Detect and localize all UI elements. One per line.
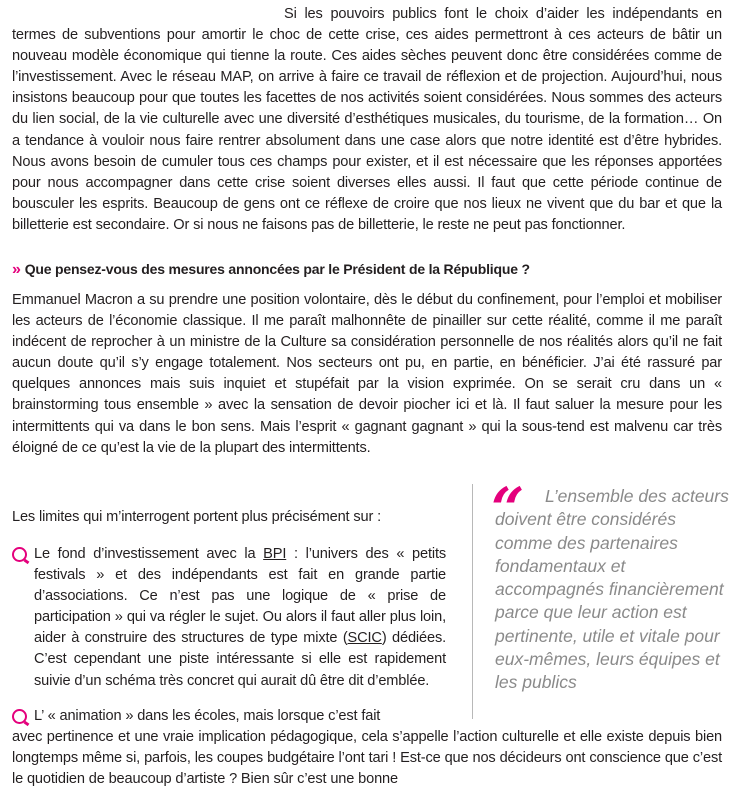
scic-abbreviation: SCIC xyxy=(347,630,382,647)
question-text: Que pensez-vous des mesures annoncées par le Président de la République ? xyxy=(24,261,530,277)
paragraph-macron: Emmanuel Macron a su prendre une position volontaire, dès le début du confinement, pour l’emploi et mobiliser les acteurs de l’économie classique. Il me paraît malhonnête de pinailler sur cette réalité, comme il me paraît indécent de reprocher à un ministre de la Culture sa considération personnelle de nos réalités alors qu’il ne fait aucun doute qu’il s’y engage totalement. Nos secteurs ont pu, en partie, en bénéficier. J’ai été rassuré par quelques annonces mais suis inquiet et stupéfait par la vision exprimée. On se serait cru dans un « brainstorming tous ensemble » avec la sensation de devoir piocher ici et là. Il faut saluer la mesure pour les intermittents qui va dans le bon sens. Mais l’esprit « gagnant gagnant » qui la sous-tend est malvenu car très éloigné de ce qu’est la vie de la plupart des intermittents. xyxy=(12,292,722,456)
bullet-item-bpi xyxy=(12,544,452,692)
bullet-text-part: : l’univers des « petits festivals » et des indépendants est fait en grande partie d’associations. Ce n’est pas une logique de « prise de participation » qui va régler le sujet. Ou alors il faut aller plus loin, aider à construire des structures de type mixte ( xyxy=(34,546,446,647)
interview-question xyxy=(12,259,722,280)
bullet-marker-icon xyxy=(12,709,27,724)
paragraph-subsidies: Si les pouvoirs publics font le choix d’aider les indépendants en termes de subventions pour amortir le choc de cette crise, ces aides permettront à ces acteurs de bâtir un nouveau modèle économique qui tienne la route. Ces aides sèches peuvent donc être considérées comme de l’investissement. Avec le réseau MAP, on arrive à faire ce travail de réflexion et de projection. Aujourd’hui, nous insistons beaucoup pour que toutes les facettes de nos activités soient considérées. Nous sommes des acteurs du lien social, de la vie culturelle avec une diversité d’esthétiques musicales, du tourisme, de la formation… On a tendance à vouloir nous faire rentrer absolument dans une case alors que notre identité est d’être hybrides. Nous avons besoin de cumuler tous ces champs pour exister, et il est nécessaire que les réponses apportées pour nous accompagner dans cette crise soient diverses elles aussi. Il faut que cette période continue de bousculer les esprits. Beaucoup de gens ont ce réflexe de croire que nos lieux ne vivent que du bar et que la billetterie est secondaire. Or si nous ne faisons pas de billetterie, le reste ne peut pas fonctionner. xyxy=(12,6,722,233)
paragraph-limits-intro: Les limites qui m’interrogent portent plus précisément sur : xyxy=(12,509,381,525)
bullet-text-bpi xyxy=(34,544,446,692)
bullet-text-first-line: L’ « animation » dans les écoles, mais lorsque c’est fait xyxy=(34,708,381,724)
bullet-marker-icon xyxy=(12,547,27,562)
chevron-icon: » xyxy=(12,261,21,278)
pull-quote-text: L’ensemble des acteurs doivent être considérés comme des partenaires fondamentaux et accompagnés financièrement parce que leur action est pertinente, utile et vitale pour eux-mêmes, leurs équipes et les publics xyxy=(495,486,729,693)
bpi-abbreviation: BPI xyxy=(263,546,287,562)
quote-mark-icon: “ xyxy=(491,475,525,543)
pull-quote xyxy=(472,475,735,719)
bullet-text-rest: avec pertinence et une vraie implication pédagogique, cela s’appelle l’action culturelle et elle existe depuis bien longtemps même si, parfois, les coupes budgétaire l’ont tari ! Est-ce que nos décideurs ont conscience que c’est le quotidien de beaucoup d’artiste ? Bien sûr c’est une bonne xyxy=(12,729,722,788)
bullet-text-part: Le fond d’investissement avec la xyxy=(34,546,264,562)
bullet-text-part: ) dédiées. C’est cependant une piste intéressante si elle est rapidement suivie d’un schéma très concret qui aurait dû être dit d’emblée. xyxy=(34,630,447,689)
